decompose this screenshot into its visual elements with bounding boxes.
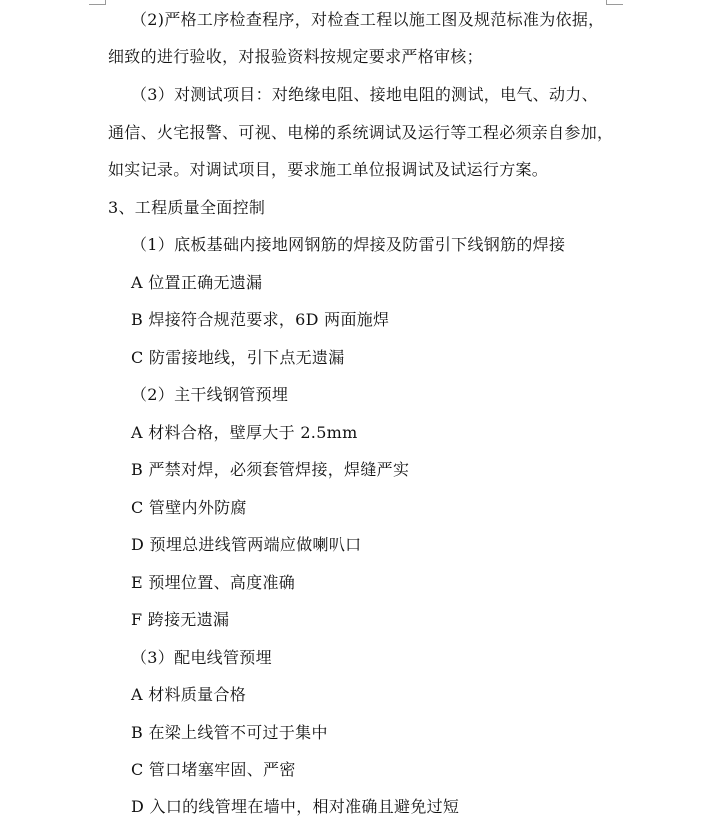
list-item: D 入口的线管埋在墙中，相对准确且避免过短 xyxy=(131,797,460,816)
page-corner-mark-left xyxy=(89,0,106,5)
paragraph-line: 如实记录。对调试项目，要求施工单位报调试及试运行方案。 xyxy=(108,160,549,179)
subsection-heading: （1）底板基础内接地网钢筋的焊接及防雷引下线钢筋的焊接 xyxy=(131,235,566,254)
list-item: D 预埋总进线管两端应做喇叭口 xyxy=(131,535,362,554)
paragraph-line: 细致的进行验收，对报验资料按规定要求严格审核； xyxy=(108,47,483,66)
list-item: F 跨接无遗漏 xyxy=(131,610,230,629)
paragraph-line: （3）对测试项目：对绝缘电阻、接地电阻的测试，电气、动力、 xyxy=(131,85,598,104)
list-item: A 位置正确无遗漏 xyxy=(131,273,263,292)
list-item: A 材料质量合格 xyxy=(131,685,247,704)
list-item: C 防雷接地线，引下点无遗漏 xyxy=(131,348,345,367)
list-item: C 管口堵塞牢固、严密 xyxy=(131,760,296,779)
list-item: B 严禁对焊，必须套管焊接，焊缝严实 xyxy=(131,460,410,479)
list-item: E 预埋位置、高度准确 xyxy=(131,573,296,592)
subsection-heading: （2）主干线钢管预埋 xyxy=(131,385,289,404)
page-corner-mark-right xyxy=(606,0,623,5)
list-item: C 管壁内外防腐 xyxy=(131,498,247,517)
section-heading: 3、工程质量全面控制 xyxy=(108,198,266,217)
paragraph-line: （2)严格工序检查程序，对检查工程以施工图及规范标准为依据， xyxy=(131,10,605,29)
paragraph-line: 通信、火宅报警、可视、电梯的系统调试及运行等工程必须亲自参加， xyxy=(108,123,614,142)
list-item: B 在梁上线管不可过于集中 xyxy=(131,723,328,742)
subsection-heading: （3）配电线管预埋 xyxy=(131,648,272,667)
list-item: A 材料合格，壁厚大于 2.5mm xyxy=(131,423,358,442)
list-item: B 焊接符合规范要求，6D 两面施焊 xyxy=(131,310,390,329)
